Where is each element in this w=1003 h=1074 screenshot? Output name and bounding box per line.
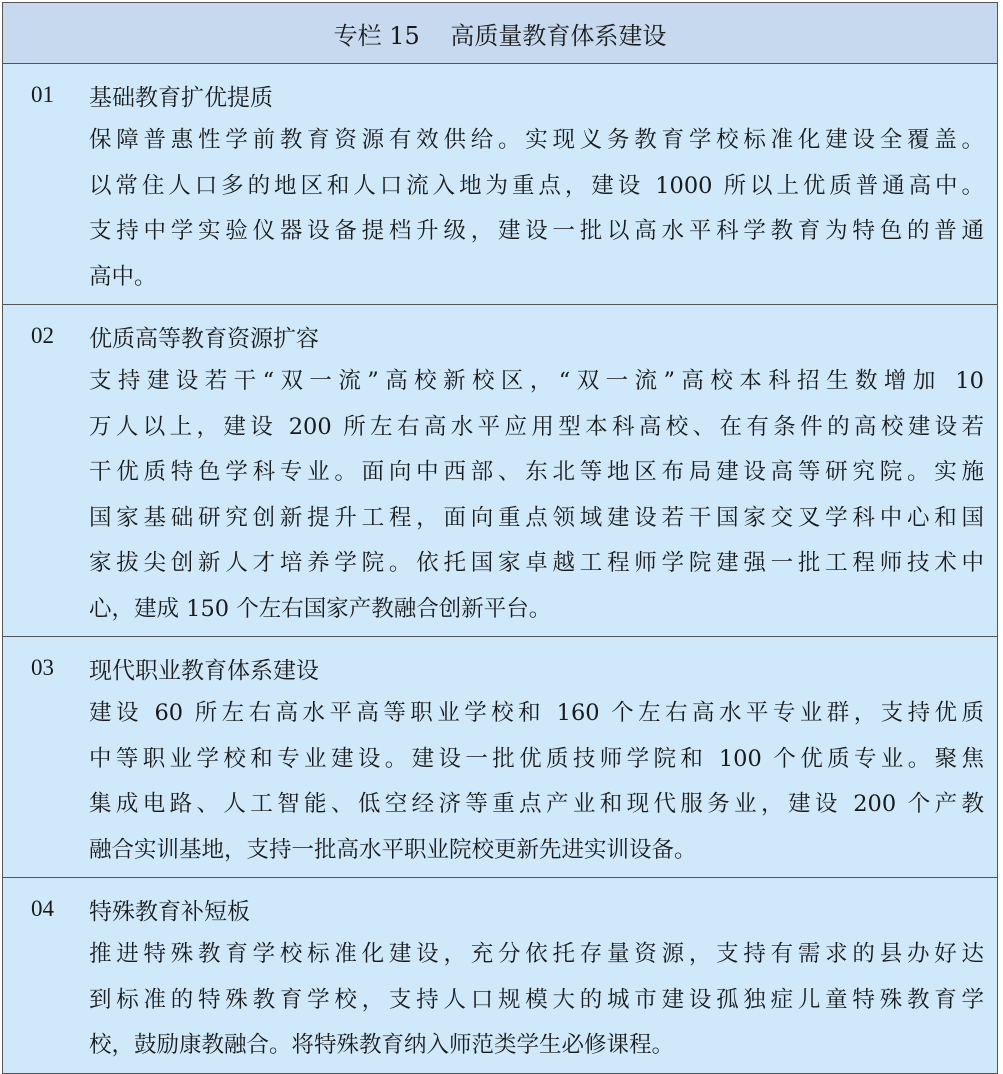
section-number: 01: [31, 82, 54, 107]
section-text-line: 集成电路、人工智能、低空经济等重点产业和现代服务业，建设 200 个产教: [89, 791, 984, 817]
section-title: 特殊教育补短板: [89, 898, 250, 925]
section-text-line: 干优质特色学科专业。面向中西部、东北等地区布局建设高等研究院。实施: [89, 459, 984, 485]
section-text-line: 以常住人口多的地区和人口流入地为重点，建设 1000 所以上优质普通高中。: [89, 172, 984, 199]
box-title: 高质量教育体系建设: [450, 21, 667, 50]
box-header: [3, 3, 997, 64]
section-title: 优质高等教育资源扩容: [89, 325, 319, 352]
section-text-line: 到标准的特殊教育学校，支持人口规模大的城市建设孤独症儿童特殊教育学: [89, 986, 984, 1013]
section-02: [3, 305, 997, 637]
section-text-line: 校，鼓励康教融合。将特殊教育纳入师范类学生必修课程。: [89, 1032, 675, 1058]
section-number: 02: [31, 323, 54, 348]
section-text-line: 保障普惠性学前教育资源有效供给。实现义务教育学校标准化建设全覆盖。: [89, 127, 984, 153]
section-03: [3, 637, 997, 878]
section-text-line: 融合实训基地，支持一批高水平职业院校更新先进实训设备。: [89, 836, 697, 863]
section-01: [3, 64, 997, 305]
box-label: 专栏 15: [333, 21, 420, 50]
feature-box-table: [2, 2, 998, 1074]
section-number: 03: [31, 655, 54, 680]
section-text-line: 高中。: [89, 263, 157, 290]
section-04: [3, 878, 997, 1073]
section-title: 现代职业教育体系建设: [89, 657, 319, 684]
section-text-line: 家拔尖创新人才培养学院。依托国家卓越工程师学院建强一批工程师技术中: [89, 550, 984, 576]
section-text-line: 建设 60 所左右高水平高等职业学校和 160 个左右高水平专业群，支持优质: [89, 700, 984, 726]
section-title: 基础教育扩优提质: [89, 84, 273, 111]
section-text-line: 中等职业学校和专业建设。建设一批优质技师学院和 100 个优质专业。聚焦: [89, 745, 984, 772]
section-text-line: 支持中学实验仪器设备提档升级，建设一批以高水平科学教育为特色的普通: [89, 218, 984, 244]
section-text-line: 国家基础研究创新提升工程，面向重点领域建设若干国家交叉学科中心和国: [89, 504, 984, 531]
section-text-line: 支持建设若干“双一流”高校新校区，“双一流”高校本科招生数增加 10: [89, 368, 984, 394]
section-number: 04: [31, 896, 54, 921]
section-text-line: 心，建成 150 个左右国家产教融合创新平台。: [89, 595, 552, 622]
section-text-line: 推进特殊教育学校标准化建设，充分依托存量资源，支持有需求的县办好达: [89, 941, 984, 967]
section-text-line: 万人以上，建设 200 所左右高水平应用型本科高校、在有条件的高校建设若: [89, 413, 984, 440]
